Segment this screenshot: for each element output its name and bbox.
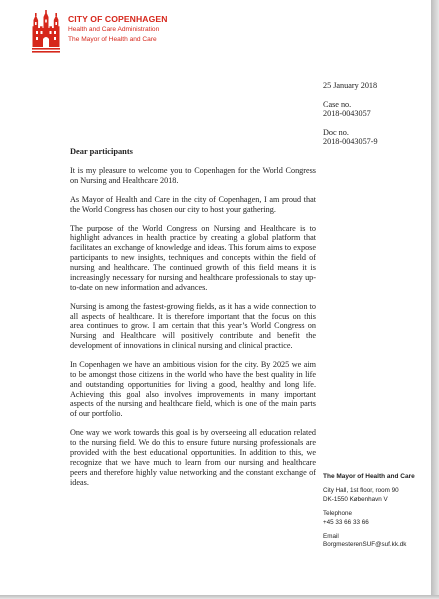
letter-paragraph: It is my pleasure to welcome you to Copenhagen for the World Congress on Nursing and Healthcare 2018. bbox=[70, 165, 316, 185]
letter-paragraph: The purpose of the World Congress on Nursing and Healthcare is to highlight advances in health practice by creating a global platform that facilitates an exchange of knowledge and ideas. This forum aims to expose participants to new insights, techniques and concepts within the field of nursing and healthcare. The continued growth of this field means it is increasingly necessary for nursing and healthcare professionals to stay up-to-date on new information and advances. bbox=[70, 223, 316, 292]
letter-paragraph: One way we work towards this goal is by overseeing all education related to the nursing field. We do this to ensure future nursing professionals are provided with the best educational opportunities. In addition to this, we recognize that we have much to learn from our nursing and healthcare peers and therefore highly value networking and the constant exchange of ideas. bbox=[70, 428, 316, 487]
city-name: CITY OF COPENHAGEN bbox=[68, 14, 168, 24]
letter-meta bbox=[323, 81, 378, 147]
case-number: 2018-0043057 bbox=[323, 109, 371, 119]
address-line-1: City Hall, 1st floor, room 90 bbox=[323, 487, 399, 495]
letter-greeting: Dear participants bbox=[70, 147, 133, 156]
contact-phone bbox=[323, 510, 415, 527]
department-name: Health and Care Administration bbox=[68, 25, 160, 33]
contact-title: The Mayor of Health and Care bbox=[323, 473, 415, 480]
phone-label: Telephone bbox=[323, 510, 353, 518]
office-name: The Mayor of Health and Care bbox=[68, 36, 157, 43]
copenhagen-coat-of-arms-logo bbox=[32, 10, 62, 59]
letter-paragraph: As Mayor of Health and Care in the city of Copenhagen, I am proud that the World Congress has chosen our city to host your gathering. bbox=[70, 194, 316, 214]
case-label: Case no. bbox=[323, 99, 352, 109]
letter-paragraph: In Copenhagen we have an ambitious vision for the city. By 2025 we aim to be amongst those citizens in the world who have the best quality in life and outstanding opportunities for living a good, healthy and long life. Achieving this goal also involves improvements in many important aspects of the nursing and healthcare field, which is one of the main parts of our portfolio. bbox=[70, 360, 316, 419]
email-label: Email bbox=[323, 533, 339, 541]
castle-icon bbox=[32, 10, 62, 54]
phone-number: +45 33 66 33 66 bbox=[323, 518, 369, 526]
letter-date: 25 January 2018 bbox=[323, 81, 378, 90]
city-header bbox=[68, 14, 168, 46]
address-line-2: DK-1550 København V bbox=[323, 495, 388, 503]
doc-number: 2018-0043057-9 bbox=[323, 137, 378, 147]
contact-email bbox=[323, 533, 415, 550]
page-shadow-right bbox=[431, 0, 439, 599]
email-address[interactable]: BorgmesterenSUF@suf.kk.dk bbox=[323, 541, 407, 549]
contact-address bbox=[323, 487, 415, 504]
doc-label: Doc no. bbox=[323, 127, 349, 137]
letter-paragraph: Nursing is among the fastest-growing fields, as it has a wide connection to all aspects of healthcare. It is therefore important that the focus on this area continues to grow. I am certain that this year’s World Congress on Nursing and Healthcare will positively contribute and benefit the development of innovations in clinical nursing and clinical practice. bbox=[70, 301, 316, 351]
letter-body bbox=[70, 147, 316, 497]
contact-info bbox=[323, 473, 415, 556]
page-shadow-bottom bbox=[0, 595, 439, 599]
